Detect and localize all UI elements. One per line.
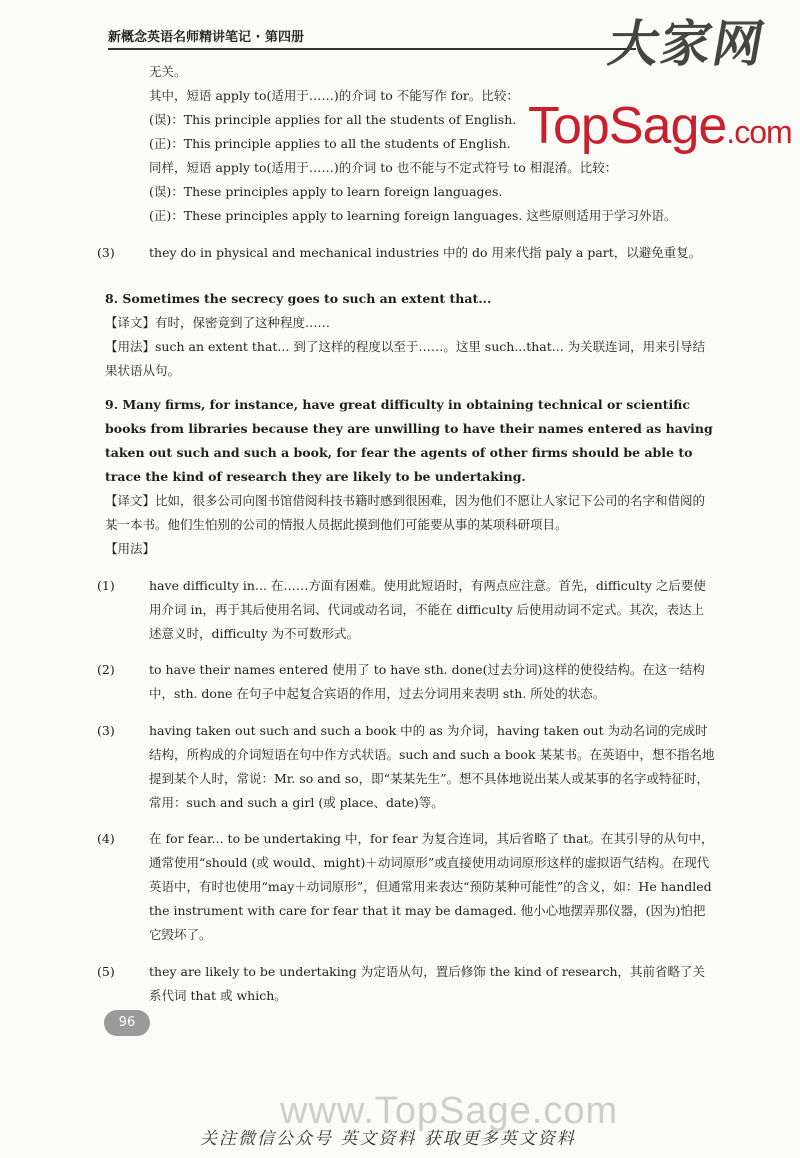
text-line: (正)：This principle applies to all the students of English. [149, 136, 511, 151]
item-text: they are likely to be undertaking 为定语从句，置后修饰 the kind of research，其前省略了关系代词 that 或 which。 [149, 963, 706, 1003]
text-line: 同样，短语 apply to(适用于……)的介词 to 也不能与不定式符号 to 相混淆。比较： [149, 160, 618, 175]
usage-item [97, 574, 715, 646]
usage-item [97, 241, 715, 265]
item-text: have difficulty in... 在……方面有困难。使用此短语时，有两点应注意。首先，difficulty 之后要使用介词 in，再于其后使用名词、代词或动名词，不能在 difficulty 后使用动词不定式。其次，表达上述意义时，difficulty 为不可数形式。 [149, 577, 706, 641]
sentence-heading: 8. Sometimes the secrecy goes to such an extent that... [105, 291, 492, 306]
item-text: they do in physical and mechanical industries 中的 do 用来代指 paly a part，以避免重复。 [149, 244, 702, 260]
text-line: (误)：This principle applies for all the students of English. [149, 112, 517, 127]
usage-item [97, 960, 715, 1008]
usage-note: 【用法】such an extent that... 到了这样的程度以至于……。这里 such...that... 为关联连词，用来引导结果状语从句。 [105, 339, 706, 378]
usage-item [97, 719, 715, 815]
item-number: (3) [97, 722, 115, 738]
running-header: 新概念英语名师精讲笔记 · 第四册 [108, 30, 304, 45]
item-text: to have their names entered 使用了 to have sth. done(过去分词)这样的使役结构。在这一结构中，sth. done 在句子中起复合宾语的作用，过去分词用来表明 sth. 所处的状态。 [149, 662, 705, 701]
watermark-logo-name: TopSage [528, 97, 727, 155]
footer-note: 关注微信公众号 英文资料 获取更多英文资料 [200, 1129, 576, 1149]
usage-label: 【用法】 [105, 541, 156, 556]
item-number: (3) [97, 244, 115, 260]
item-number: (2) [97, 662, 115, 677]
text-line: 无关。 [149, 64, 187, 79]
watermark-logo-suffix: .com [726, 114, 792, 150]
page-body [97, 60, 715, 1020]
item-number: (4) [97, 831, 115, 846]
usage-item [97, 827, 715, 947]
sentence-heading: 9. Many firms, for instance, have great difficulty in obtaining technical or scientific books from libraries because they are unwilling to have their names entered as having taken out such and such a book, for fear the agents of other firms should be able to trace the kind of research they are likely to be undertaking. [105, 397, 713, 484]
item-text: 在 for fear... to be undertaking 中，for fear 为复合连词，其后省略了 that。在其引导的从句中，通常使用“should (或 would、might)＋动词原形”或直接使用动词原形这样的虚拟语气结构。在现代英语中，有时也使用“may＋动词原形”，但通常用来表达“预防某种可能性”的含义，如：He handled the instrument with care for fear that it may be damaged. 他小心地摆弄那仪器，(因为)怕把它毁坏了。 [149, 831, 714, 942]
translation: 【译文】有时，保密竟到了这种程度…… [105, 315, 331, 330]
text-line: 其中，短语 apply to(适用于……)的介词 to 不能写作 for。比较： [149, 88, 519, 103]
page-number: 96 [104, 1010, 150, 1036]
usage-item [97, 658, 715, 706]
header-rule [108, 48, 636, 50]
item-number: (1) [97, 577, 115, 593]
translation: 【译文】比如，很多公司向图书馆借阅科技书籍时感到很困难，因为他们不愿让人家记下公司的名字和借阅的某一本书。他们生怕别的公司的情报人员据此摸到他们可能要从事的某项科研项目。 [105, 493, 706, 532]
watermark-logo-cn: 大家网 [604, 15, 771, 73]
item-text: having taken out such and such a book 中的 as 为介词，having taken out 为动名词的完成时结构，所构成的介词短语在句中作方式状语。such and such a book 某某书。在英语中，想不指名地提到某个人时，常说：Mr. so and so，即“某某先生”。想不具体地说出某人或某事的名字或特征时，常用：such and such a girl (或 place、date)等。 [149, 722, 715, 810]
footer-watermark-url: www.TopSage.com [280, 1090, 619, 1132]
item-number: (5) [97, 963, 115, 979]
text-line: (误)：These principles apply to learn foreign languages. [149, 184, 503, 199]
text-line: (正)：These principles apply to learning foreign languages. 这些原则适用于学习外语。 [149, 208, 677, 223]
